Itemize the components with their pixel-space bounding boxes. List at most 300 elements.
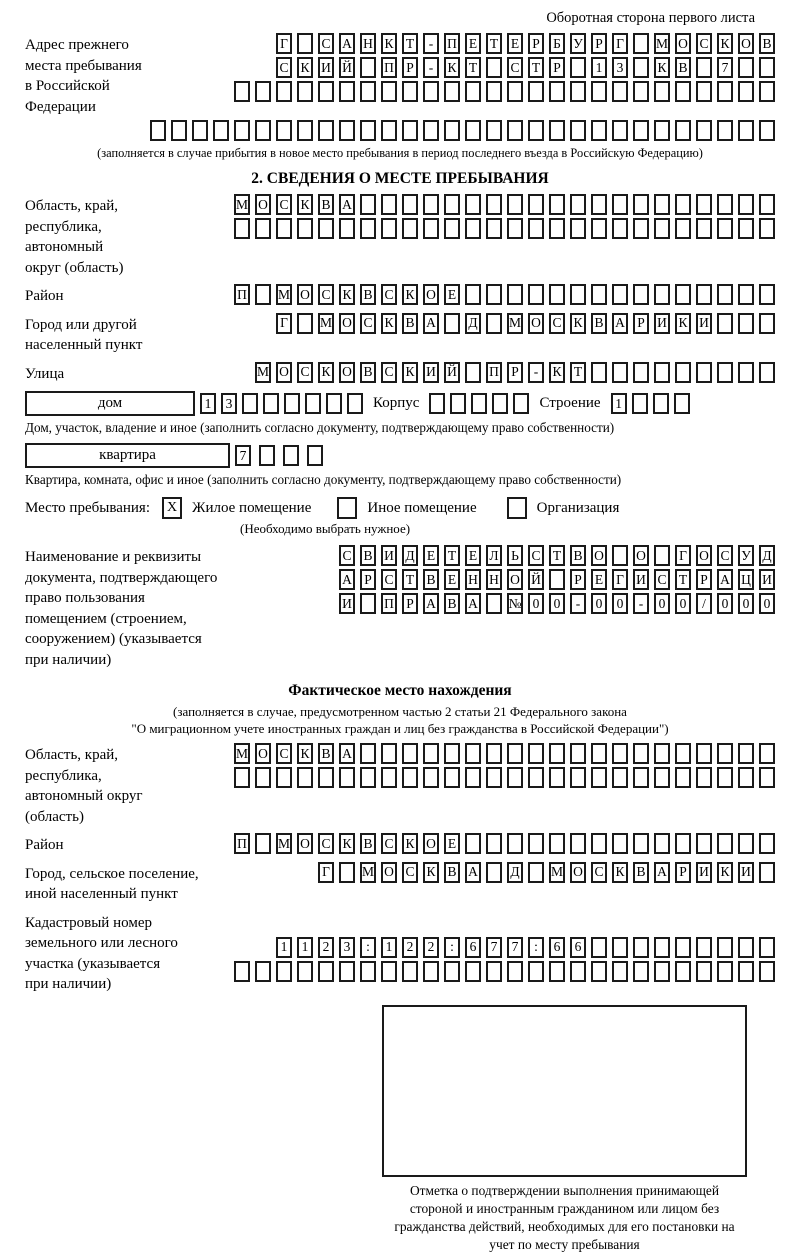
- char-box[interactable]: [486, 81, 502, 102]
- char-box[interactable]: И: [654, 313, 670, 334]
- char-box[interactable]: [360, 120, 376, 141]
- char-box[interactable]: [654, 81, 670, 102]
- char-box[interactable]: 2: [423, 937, 439, 958]
- char-box[interactable]: [696, 362, 712, 383]
- char-box[interactable]: Р: [402, 593, 418, 614]
- char-box[interactable]: [738, 961, 754, 982]
- char-box[interactable]: [591, 194, 607, 215]
- char-box[interactable]: О: [423, 284, 439, 305]
- char-box[interactable]: [423, 194, 439, 215]
- char-box[interactable]: [528, 767, 544, 788]
- char-box[interactable]: [360, 961, 376, 982]
- char-box[interactable]: [528, 743, 544, 764]
- char-box[interactable]: [633, 961, 649, 982]
- char-box[interactable]: [717, 194, 733, 215]
- char-box[interactable]: [675, 81, 691, 102]
- char-box[interactable]: [591, 937, 607, 958]
- char-box[interactable]: А: [339, 569, 355, 590]
- char-box[interactable]: [255, 284, 271, 305]
- char-box[interactable]: [633, 833, 649, 854]
- char-box[interactable]: [381, 81, 397, 102]
- char-box[interactable]: [347, 393, 363, 414]
- char-box[interactable]: [255, 961, 271, 982]
- char-box[interactable]: К: [339, 284, 355, 305]
- char-box[interactable]: [339, 81, 355, 102]
- char-box[interactable]: [507, 194, 523, 215]
- char-box[interactable]: 0: [675, 593, 691, 614]
- char-box[interactable]: [307, 445, 323, 466]
- char-box[interactable]: М: [276, 833, 292, 854]
- char-box[interactable]: [234, 120, 250, 141]
- char-box[interactable]: А: [465, 593, 481, 614]
- char-box[interactable]: В: [318, 743, 334, 764]
- char-box[interactable]: [263, 393, 279, 414]
- char-box[interactable]: [591, 362, 607, 383]
- char-box[interactable]: М: [549, 862, 565, 883]
- char-box[interactable]: [759, 313, 775, 334]
- char-box[interactable]: [507, 284, 523, 305]
- char-box[interactable]: [381, 767, 397, 788]
- char-box[interactable]: 7: [235, 445, 251, 466]
- char-box[interactable]: [591, 833, 607, 854]
- char-box[interactable]: [423, 218, 439, 239]
- char-box[interactable]: [549, 218, 565, 239]
- char-box[interactable]: [696, 194, 712, 215]
- char-box[interactable]: [255, 218, 271, 239]
- char-box[interactable]: [465, 833, 481, 854]
- char-box[interactable]: Р: [549, 57, 565, 78]
- char-box[interactable]: О: [738, 33, 754, 54]
- char-box[interactable]: [612, 833, 628, 854]
- char-box[interactable]: К: [381, 33, 397, 54]
- char-box[interactable]: [444, 767, 460, 788]
- char-box[interactable]: О: [339, 313, 355, 334]
- char-box[interactable]: [444, 81, 460, 102]
- char-box[interactable]: [326, 393, 342, 414]
- char-box[interactable]: [486, 862, 502, 883]
- char-box[interactable]: В: [570, 545, 586, 566]
- char-box[interactable]: [402, 194, 418, 215]
- char-box[interactable]: [654, 833, 670, 854]
- char-box[interactable]: К: [318, 362, 334, 383]
- char-box[interactable]: У: [570, 33, 586, 54]
- residential-checkbox[interactable]: X: [162, 497, 182, 519]
- char-box[interactable]: [675, 194, 691, 215]
- char-box[interactable]: [444, 743, 460, 764]
- char-box[interactable]: С: [318, 284, 334, 305]
- char-box[interactable]: С: [591, 862, 607, 883]
- char-box[interactable]: 7: [507, 937, 523, 958]
- char-box[interactable]: П: [486, 362, 502, 383]
- char-box[interactable]: [759, 937, 775, 958]
- char-box[interactable]: 1: [200, 393, 216, 414]
- char-box[interactable]: О: [276, 362, 292, 383]
- char-box[interactable]: [717, 362, 733, 383]
- char-box[interactable]: О: [675, 33, 691, 54]
- char-box[interactable]: [429, 393, 445, 414]
- char-box[interactable]: [234, 961, 250, 982]
- char-box[interactable]: [717, 937, 733, 958]
- char-box[interactable]: [570, 833, 586, 854]
- char-box[interactable]: [402, 767, 418, 788]
- char-box[interactable]: К: [570, 313, 586, 334]
- char-box[interactable]: [738, 313, 754, 334]
- char-box[interactable]: [360, 194, 376, 215]
- char-box[interactable]: [717, 833, 733, 854]
- char-box[interactable]: 6: [570, 937, 586, 958]
- char-box[interactable]: [444, 120, 460, 141]
- char-box[interactable]: 0: [717, 593, 733, 614]
- char-box[interactable]: Г: [675, 545, 691, 566]
- char-box[interactable]: [675, 937, 691, 958]
- char-box[interactable]: [696, 81, 712, 102]
- char-box[interactable]: [633, 218, 649, 239]
- char-box[interactable]: Т: [570, 362, 586, 383]
- char-box[interactable]: К: [339, 833, 355, 854]
- char-box[interactable]: М: [234, 194, 250, 215]
- char-box[interactable]: [402, 743, 418, 764]
- char-box[interactable]: И: [696, 313, 712, 334]
- char-box[interactable]: [570, 284, 586, 305]
- char-box[interactable]: [318, 961, 334, 982]
- char-box[interactable]: [234, 218, 250, 239]
- char-box[interactable]: В: [360, 833, 376, 854]
- char-box[interactable]: В: [444, 593, 460, 614]
- char-box[interactable]: [570, 218, 586, 239]
- char-box[interactable]: Е: [423, 545, 439, 566]
- char-box[interactable]: С: [276, 743, 292, 764]
- char-box[interactable]: [297, 81, 313, 102]
- char-box[interactable]: [675, 284, 691, 305]
- char-box[interactable]: [612, 767, 628, 788]
- char-box[interactable]: [674, 393, 690, 414]
- char-box[interactable]: [759, 57, 775, 78]
- char-box[interactable]: Р: [402, 57, 418, 78]
- char-box[interactable]: С: [696, 33, 712, 54]
- char-box[interactable]: [150, 120, 166, 141]
- char-box[interactable]: [255, 767, 271, 788]
- char-box[interactable]: П: [444, 33, 460, 54]
- char-box[interactable]: [632, 393, 648, 414]
- char-box[interactable]: [612, 284, 628, 305]
- char-box[interactable]: В: [591, 313, 607, 334]
- char-box[interactable]: А: [423, 313, 439, 334]
- char-box[interactable]: [297, 218, 313, 239]
- char-box[interactable]: [444, 313, 460, 334]
- char-box[interactable]: -: [423, 57, 439, 78]
- char-box[interactable]: [234, 767, 250, 788]
- char-box[interactable]: [486, 194, 502, 215]
- char-box[interactable]: [612, 545, 628, 566]
- char-box[interactable]: К: [402, 284, 418, 305]
- char-box[interactable]: [696, 218, 712, 239]
- char-box[interactable]: [423, 120, 439, 141]
- char-box[interactable]: [759, 743, 775, 764]
- char-box[interactable]: [276, 120, 292, 141]
- char-box[interactable]: [549, 743, 565, 764]
- char-box[interactable]: Й: [444, 362, 460, 383]
- char-box[interactable]: [465, 284, 481, 305]
- char-box[interactable]: О: [297, 284, 313, 305]
- char-box[interactable]: [549, 767, 565, 788]
- char-box[interactable]: [465, 81, 481, 102]
- char-box[interactable]: В: [633, 862, 649, 883]
- char-box[interactable]: [633, 57, 649, 78]
- char-box[interactable]: [549, 120, 565, 141]
- char-box[interactable]: Т: [528, 57, 544, 78]
- char-box[interactable]: [717, 218, 733, 239]
- char-box[interactable]: 3: [221, 393, 237, 414]
- char-box[interactable]: Т: [549, 545, 565, 566]
- char-box[interactable]: М: [234, 743, 250, 764]
- char-box[interactable]: [759, 81, 775, 102]
- char-box[interactable]: К: [717, 862, 733, 883]
- char-box[interactable]: Р: [507, 362, 523, 383]
- char-box[interactable]: [654, 961, 670, 982]
- char-box[interactable]: Т: [444, 545, 460, 566]
- char-box[interactable]: И: [318, 57, 334, 78]
- char-box[interactable]: Р: [696, 569, 712, 590]
- char-box[interactable]: Г: [276, 33, 292, 54]
- char-box[interactable]: [486, 313, 502, 334]
- char-box[interactable]: [570, 120, 586, 141]
- char-box[interactable]: [234, 81, 250, 102]
- char-box[interactable]: [423, 81, 439, 102]
- char-box[interactable]: [633, 767, 649, 788]
- char-box[interactable]: В: [360, 545, 376, 566]
- char-box[interactable]: И: [381, 545, 397, 566]
- char-box[interactable]: [549, 569, 565, 590]
- char-box[interactable]: [675, 218, 691, 239]
- char-box[interactable]: К: [297, 194, 313, 215]
- char-box[interactable]: Т: [402, 33, 418, 54]
- char-box[interactable]: С: [276, 194, 292, 215]
- char-box[interactable]: 0: [612, 593, 628, 614]
- char-box[interactable]: 0: [759, 593, 775, 614]
- char-box[interactable]: О: [507, 569, 523, 590]
- kvartira-type-box[interactable]: квартира: [25, 443, 230, 468]
- char-box[interactable]: В: [675, 57, 691, 78]
- char-box[interactable]: М: [255, 362, 271, 383]
- char-box[interactable]: Г: [276, 313, 292, 334]
- char-box[interactable]: О: [696, 545, 712, 566]
- char-box[interactable]: [486, 120, 502, 141]
- char-box[interactable]: [255, 833, 271, 854]
- char-box[interactable]: [612, 937, 628, 958]
- char-box[interactable]: К: [717, 33, 733, 54]
- char-box[interactable]: [717, 313, 733, 334]
- char-box[interactable]: Й: [528, 569, 544, 590]
- organization-checkbox[interactable]: [507, 497, 527, 519]
- char-box[interactable]: [360, 593, 376, 614]
- char-box[interactable]: [297, 313, 313, 334]
- char-box[interactable]: [759, 194, 775, 215]
- char-box[interactable]: С: [717, 545, 733, 566]
- char-box[interactable]: [276, 961, 292, 982]
- char-box[interactable]: 0: [654, 593, 670, 614]
- char-box[interactable]: [486, 833, 502, 854]
- char-box[interactable]: Е: [444, 569, 460, 590]
- char-box[interactable]: [284, 393, 300, 414]
- char-box[interactable]: [738, 743, 754, 764]
- char-box[interactable]: [528, 833, 544, 854]
- char-box[interactable]: :: [444, 937, 460, 958]
- char-box[interactable]: [570, 81, 586, 102]
- char-box[interactable]: [360, 767, 376, 788]
- char-box[interactable]: [339, 767, 355, 788]
- char-box[interactable]: С: [528, 545, 544, 566]
- char-box[interactable]: Е: [444, 284, 460, 305]
- char-box[interactable]: Р: [591, 33, 607, 54]
- char-box[interactable]: Е: [507, 33, 523, 54]
- char-box[interactable]: [654, 545, 670, 566]
- char-box[interactable]: [633, 284, 649, 305]
- char-box[interactable]: А: [423, 593, 439, 614]
- char-box[interactable]: 1: [381, 937, 397, 958]
- char-box[interactable]: [528, 120, 544, 141]
- char-box[interactable]: Е: [465, 33, 481, 54]
- char-box[interactable]: А: [465, 862, 481, 883]
- char-box[interactable]: [633, 194, 649, 215]
- char-box[interactable]: [570, 57, 586, 78]
- char-box[interactable]: [633, 362, 649, 383]
- char-box[interactable]: [339, 961, 355, 982]
- char-box[interactable]: [591, 284, 607, 305]
- char-box[interactable]: 2: [318, 937, 334, 958]
- char-box[interactable]: [633, 743, 649, 764]
- char-box[interactable]: [507, 833, 523, 854]
- char-box[interactable]: [591, 81, 607, 102]
- char-box[interactable]: [549, 961, 565, 982]
- char-box[interactable]: [549, 81, 565, 102]
- char-box[interactable]: Ь: [507, 545, 523, 566]
- char-box[interactable]: [297, 961, 313, 982]
- char-box[interactable]: [696, 120, 712, 141]
- char-box[interactable]: [465, 194, 481, 215]
- char-box[interactable]: [633, 120, 649, 141]
- char-box[interactable]: А: [654, 862, 670, 883]
- char-box[interactable]: [339, 218, 355, 239]
- char-box[interactable]: [465, 767, 481, 788]
- char-box[interactable]: [444, 218, 460, 239]
- char-box[interactable]: [450, 393, 466, 414]
- char-box[interactable]: [654, 284, 670, 305]
- char-box[interactable]: [633, 937, 649, 958]
- char-box[interactable]: [381, 194, 397, 215]
- char-box[interactable]: -: [423, 33, 439, 54]
- char-box[interactable]: [738, 194, 754, 215]
- char-box[interactable]: [738, 57, 754, 78]
- char-box[interactable]: К: [381, 313, 397, 334]
- char-box[interactable]: [318, 120, 334, 141]
- char-box[interactable]: [381, 218, 397, 239]
- char-box[interactable]: Р: [528, 33, 544, 54]
- char-box[interactable]: О: [255, 743, 271, 764]
- char-box[interactable]: [255, 81, 271, 102]
- char-box[interactable]: [738, 833, 754, 854]
- char-box[interactable]: Н: [486, 569, 502, 590]
- char-box[interactable]: [528, 961, 544, 982]
- char-box[interactable]: О: [423, 833, 439, 854]
- char-box[interactable]: М: [654, 33, 670, 54]
- char-box[interactable]: [675, 743, 691, 764]
- char-box[interactable]: :: [528, 937, 544, 958]
- char-box[interactable]: [675, 767, 691, 788]
- char-box[interactable]: Н: [360, 33, 376, 54]
- char-box[interactable]: С: [276, 57, 292, 78]
- char-box[interactable]: [759, 862, 775, 883]
- char-box[interactable]: У: [738, 545, 754, 566]
- char-box[interactable]: В: [402, 313, 418, 334]
- char-box[interactable]: [360, 218, 376, 239]
- char-box[interactable]: [696, 961, 712, 982]
- char-box[interactable]: [759, 120, 775, 141]
- char-box[interactable]: Т: [465, 57, 481, 78]
- char-box[interactable]: [612, 194, 628, 215]
- char-box[interactable]: 1: [611, 393, 627, 414]
- char-box[interactable]: [738, 81, 754, 102]
- char-box[interactable]: [465, 218, 481, 239]
- char-box[interactable]: И: [696, 862, 712, 883]
- char-box[interactable]: С: [402, 862, 418, 883]
- char-box[interactable]: [171, 120, 187, 141]
- char-box[interactable]: С: [360, 313, 376, 334]
- char-box[interactable]: [402, 81, 418, 102]
- char-box[interactable]: [654, 218, 670, 239]
- char-box[interactable]: [423, 961, 439, 982]
- char-box[interactable]: Р: [633, 313, 649, 334]
- char-box[interactable]: К: [654, 57, 670, 78]
- char-box[interactable]: О: [339, 362, 355, 383]
- char-box[interactable]: [360, 57, 376, 78]
- char-box[interactable]: [283, 445, 299, 466]
- char-box[interactable]: 1: [297, 937, 313, 958]
- char-box[interactable]: [612, 120, 628, 141]
- char-box[interactable]: 7: [717, 57, 733, 78]
- char-box[interactable]: 6: [549, 937, 565, 958]
- char-box[interactable]: С: [549, 313, 565, 334]
- char-box[interactable]: П: [234, 284, 250, 305]
- char-box[interactable]: [738, 218, 754, 239]
- char-box[interactable]: А: [339, 33, 355, 54]
- char-box[interactable]: Д: [507, 862, 523, 883]
- char-box[interactable]: [696, 767, 712, 788]
- char-box[interactable]: [591, 218, 607, 239]
- char-box[interactable]: [486, 743, 502, 764]
- char-box[interactable]: С: [381, 362, 397, 383]
- char-box[interactable]: -: [570, 593, 586, 614]
- char-box[interactable]: [276, 767, 292, 788]
- char-box[interactable]: 3: [612, 57, 628, 78]
- char-box[interactable]: [444, 961, 460, 982]
- char-box[interactable]: [549, 194, 565, 215]
- char-box[interactable]: [259, 445, 275, 466]
- char-box[interactable]: [654, 362, 670, 383]
- char-box[interactable]: [528, 194, 544, 215]
- char-box[interactable]: [570, 961, 586, 982]
- char-box[interactable]: [759, 218, 775, 239]
- char-box[interactable]: [591, 743, 607, 764]
- char-box[interactable]: [696, 284, 712, 305]
- char-box[interactable]: [528, 218, 544, 239]
- char-box[interactable]: [381, 120, 397, 141]
- char-box[interactable]: [696, 833, 712, 854]
- char-box[interactable]: -: [528, 362, 544, 383]
- char-box[interactable]: [486, 57, 502, 78]
- char-box[interactable]: [213, 120, 229, 141]
- char-box[interactable]: К: [402, 362, 418, 383]
- char-box[interactable]: [717, 81, 733, 102]
